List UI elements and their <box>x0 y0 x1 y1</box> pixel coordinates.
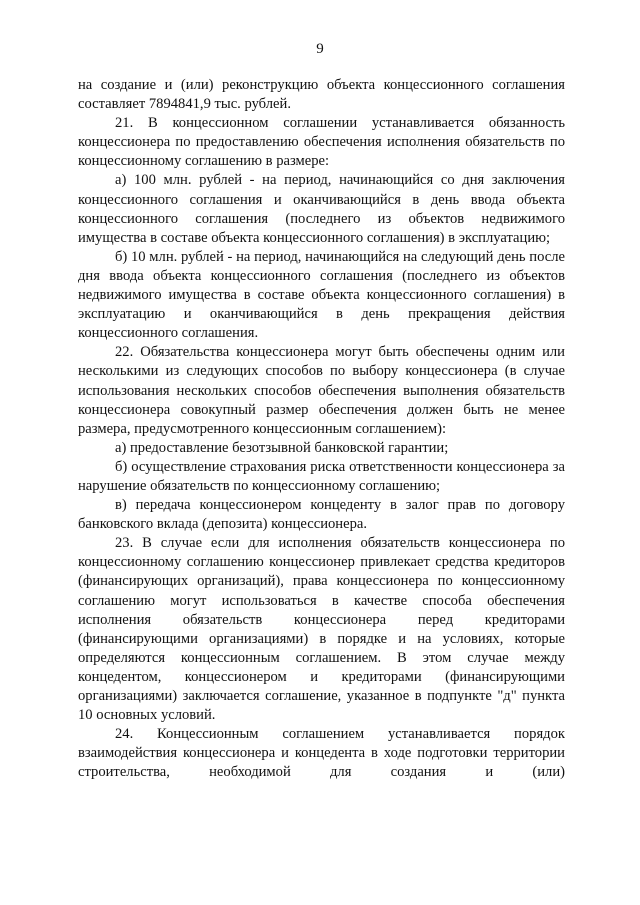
document-body <box>78 76 565 782</box>
paragraph-p24: 24. Концессионным соглашением устанавливается порядок взаимодействия концессионера и концедента в ходе подготовки территории строительства, необходимой для создания и (или) <box>78 726 565 781</box>
paragraph-p22c: в) передача концессионером концеденту в залог прав по договору банковского вклада (депозита) концессионера. <box>78 497 565 533</box>
paragraph-p22: 22. Обязательства концессионера могут быть обеспечены одним или несколькими из следующих способов по выбору концессионера (в случае использования нескольких способов обеспечения выполнения обязательств концессионера совокупный размер обеспечения должен быть не менее размера, предусмотренного концессионным соглашением): <box>78 344 565 437</box>
paragraph-p21a: а) 100 млн. рублей - на период, начинающийся со дня заключения концессионного соглашения и оканчивающийся в день ввода объекта концессионного соглашения (последнего из объектов недвижимого имущества в составе объекта концессионного соглашения) в эксплуатацию; <box>78 172 565 246</box>
page-number: 9 <box>316 41 324 57</box>
paragraph-p21: 21. В концессионном соглашении устанавливается обязанность концессионера по предоставлению обеспечения исполнения обязательств по концессионному соглашению в размере: <box>78 115 565 170</box>
paragraph-p21b: б) 10 млн. рублей - на период, начинающийся на следующий день после дня ввода объекта концессионного соглашения (последнего из объектов недвижимого имущества в составе объекта концессионного соглашения) в эксплуатацию и оканчивающийся в день прекращения действия концессионного соглашения. <box>78 248 565 342</box>
paragraph-p-cont: на создание и (или) реконструкцию объекта концессионного соглашения составляет 7894841,9 тыс. рублей. <box>78 77 565 113</box>
paragraph-p23: 23. В случае если для исполнения обязательств концессионера по концессионному соглашению концессионер привлекает средства кредиторов (финансирующих организаций), права концессионера по концессионному соглашению могут использоваться в качестве способа обеспечения исполнения обязательств концессионера перед кредиторами (финансирующими организациями) в порядке и на условиях, которые определяются концессионным соглашением. В этом случае между концедентом, концессионером и кредиторами (финансирующими организациями) заключается соглашение, указанное в подпункте "д" пункта 10 основных условий. <box>78 535 565 724</box>
paragraph-p22a: а) предоставление безотзывной банковской гарантии; <box>115 439 449 456</box>
paragraph-p22b: б) осуществление страхования риска ответственности концессионера за нарушение обязательств по концессионному соглашению; <box>78 458 565 494</box>
